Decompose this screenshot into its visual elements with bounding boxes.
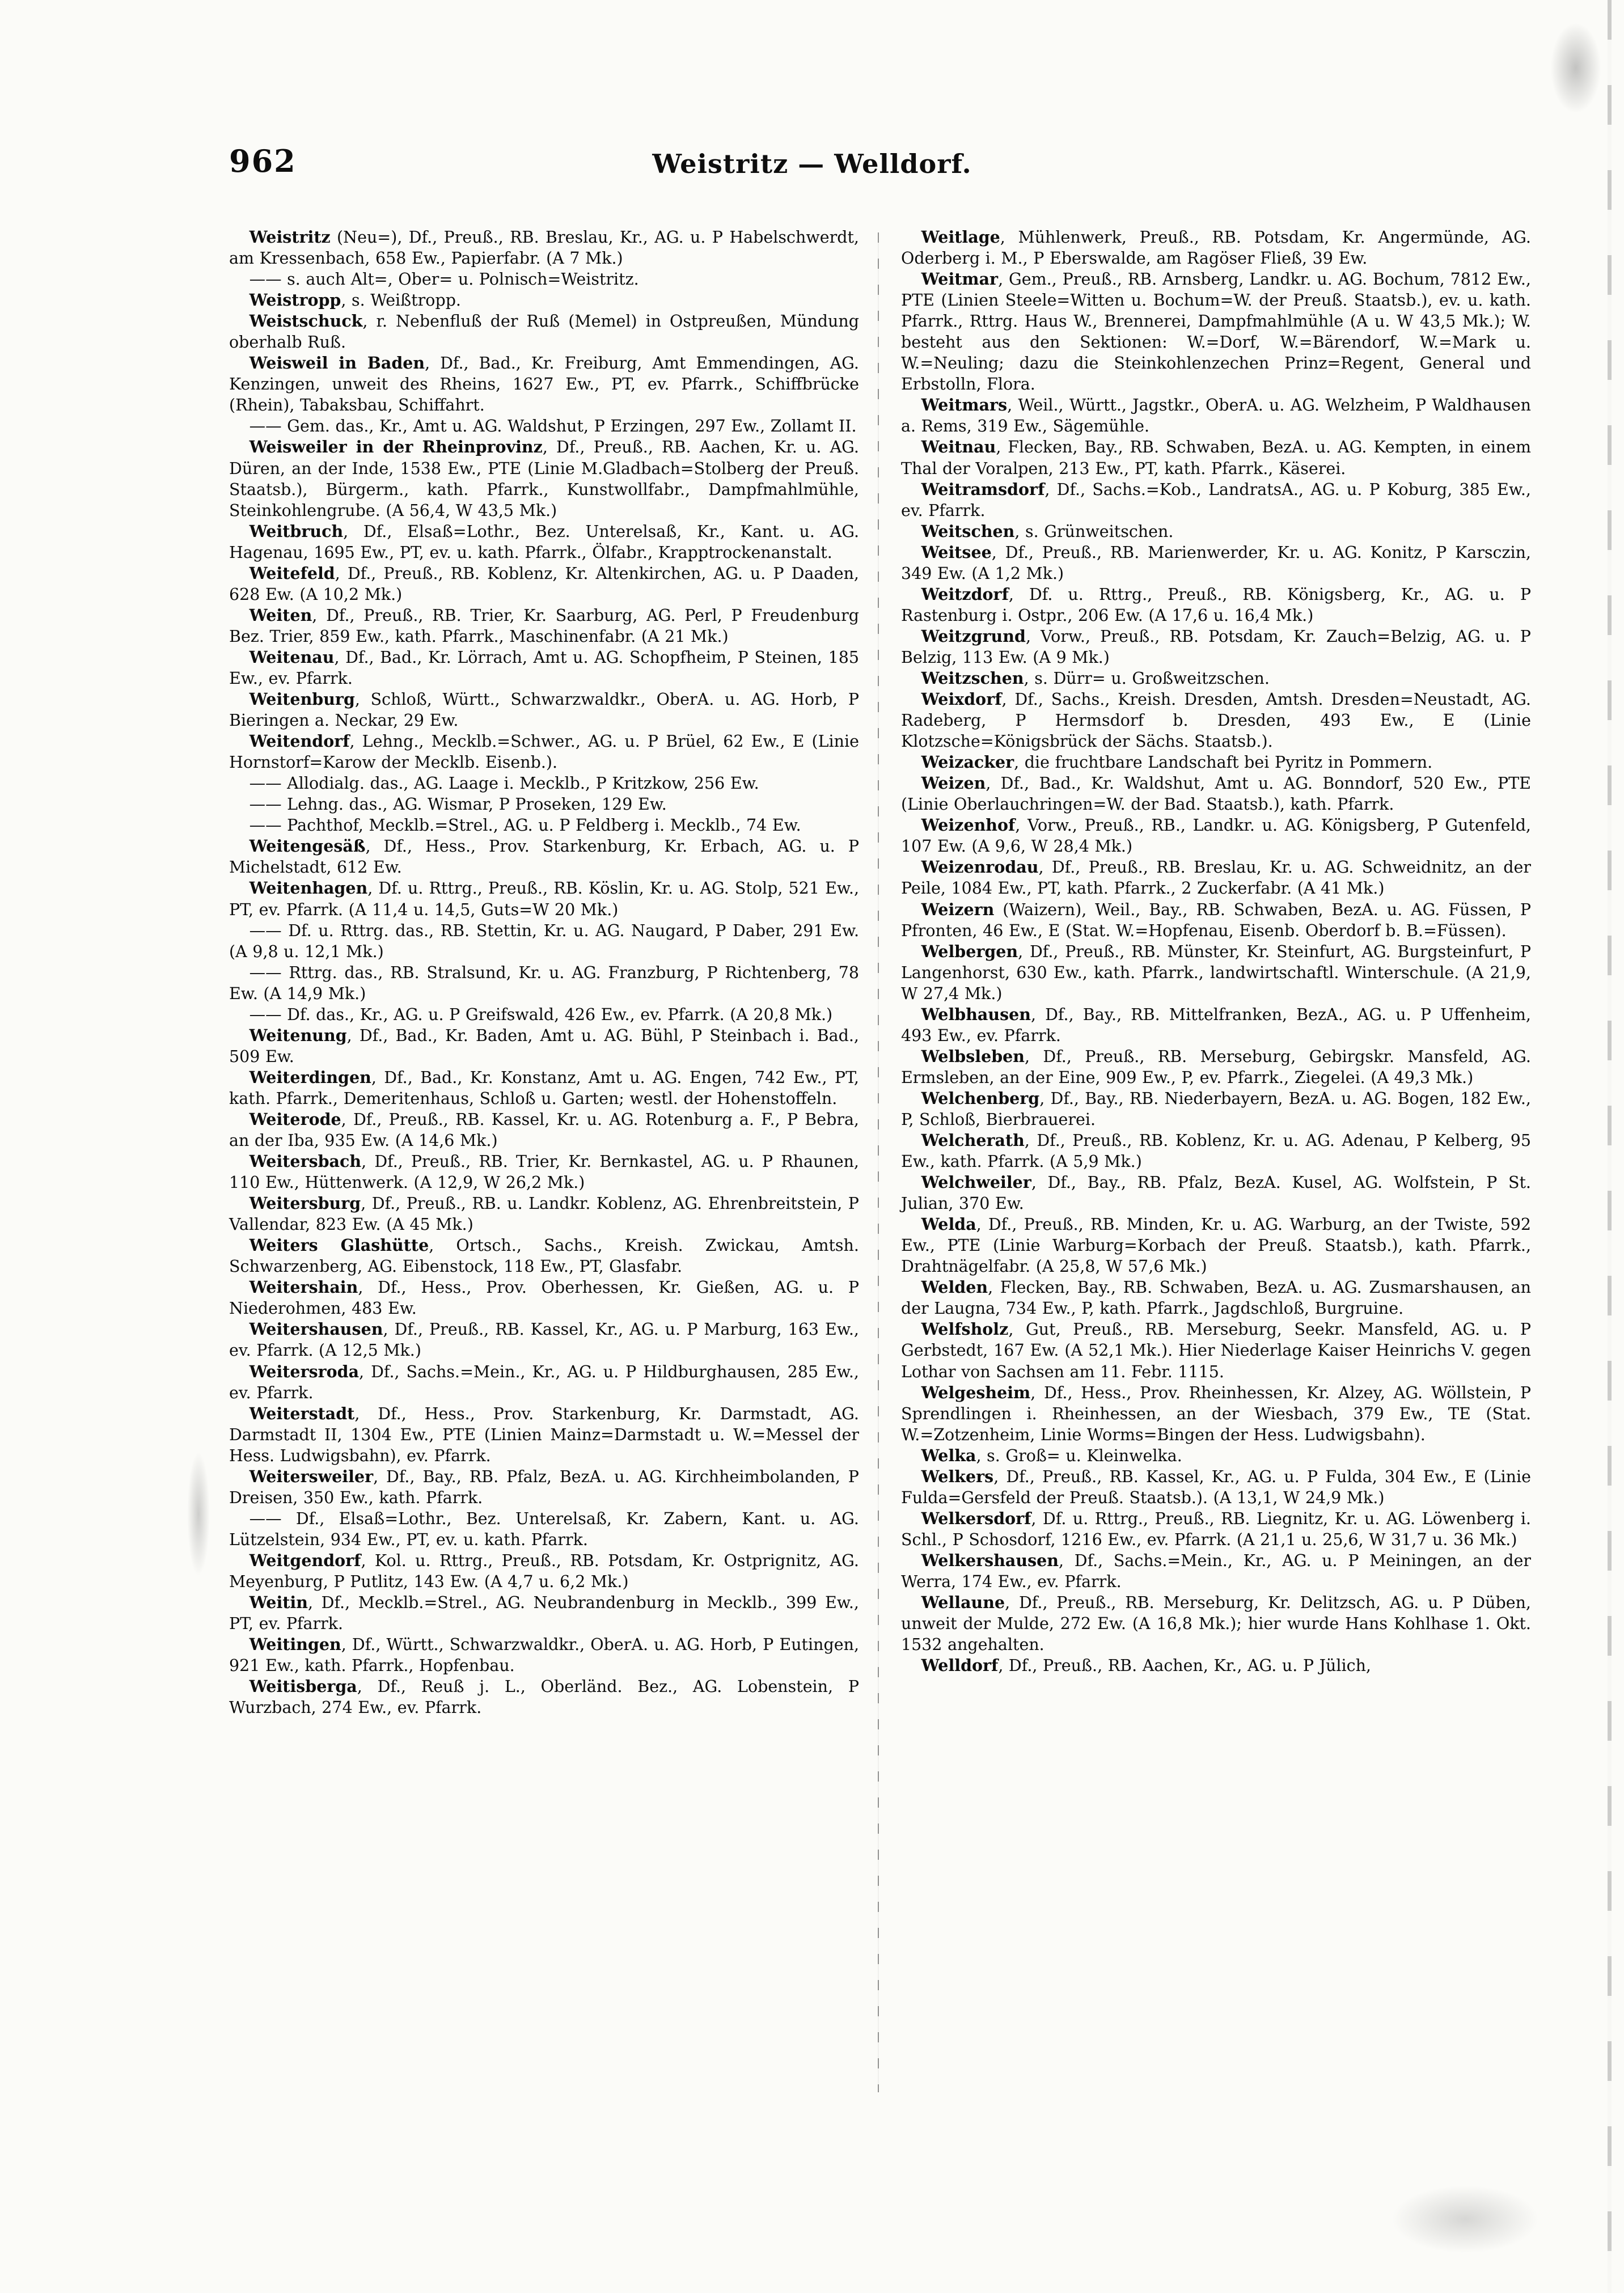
- entry: Weizenrodau, Df., Preuß., RB. Breslau, Kr. u. AG. Schweidnitz, an der Peile, 1084 Ew., PT, kath. Pfarrk., 2 Zuckerfabr. (A 41 Mk.): [901, 857, 1531, 898]
- entry: Weitmars, Weil., Württ., Jagstkr., OberA. u. AG. Welzheim, P Waldhausen a. Rems, 319 Ew., Sägemühle.: [901, 395, 1531, 436]
- entry: —— Gem. das., Kr., Amt u. AG. Waldshut, P Erzingen, 297 Ew., Zollamt II.: [249, 417, 857, 436]
- entry: Welchenberg, Df., Bay., RB. Niederbayern, BezA. u. AG. Bogen, 182 Ew., P, Schloß, Bierbrauerei.: [901, 1088, 1531, 1129]
- entry: Weizern (Waizern), Weil., Bay., RB. Schwaben, BezA. u. AG. Füssen, P Pfronten, 46 Ew., E (Stat. W.=Hopfenau, Eisenb. Oberdorf b. B.=Füssen).: [901, 899, 1531, 940]
- entry-headword: Weitnau: [921, 437, 996, 457]
- entry-headword: Weixdorf: [921, 689, 1002, 709]
- entry: Welgesheim, Df., Hess., Prov. Rheinhessen, Kr. Alzey, AG. Wöllstein, P Sprendlingen i. Rheinhessen, an der Wiesbach, 379 Ew., TE (Stat. W.=Zotzenheim, Linie Worms=Bingen der Hess. Ludwigsbahn).: [901, 1382, 1531, 1444]
- entry-headword: Welchweiler: [921, 1173, 1031, 1192]
- entry-headword: Weitmar: [921, 269, 999, 289]
- entry: Weitenburg, Schloß, Württ., Schwarzwaldkr., OberA. u. AG. Horb, P Bieringen a. Neckar, 29 Ew.: [229, 689, 859, 730]
- entry-headword: Weitenung: [249, 1025, 347, 1045]
- entry: Welda, Df., Preuß., RB. Minden, Kr. u. AG. Warburg, an der Twiste, 592 Ew., PTE (Linie Warburg=Korbach der Preuß. Staatsb.), kath. Pfarrk., Drahtnägelfabr. (A 25,8, W 57,6 Mk.): [901, 1215, 1531, 1276]
- entry: Welbsleben, Df., Preuß., RB. Merseburg, Gebirgskr. Mansfeld, AG. Ermsleben, an der Eine, 909 Ew., P, ev. Pfarrk., Ziegelei. (A 49,3 Mk.): [901, 1046, 1531, 1087]
- entry-headword: Welldorf: [921, 1656, 999, 1676]
- page-number: 962: [229, 143, 297, 179]
- entry-headword: Weitzdorf: [921, 584, 1009, 604]
- scan-smudge: [1550, 23, 1601, 113]
- entry-headword: Weitschen: [921, 521, 1015, 541]
- entry-headword: Weitbruch: [249, 521, 344, 541]
- entry-headword: Weistritz: [249, 227, 331, 247]
- entry: Weitbruch, Df., Elsaß=Lothr., Bez. Unterelsaß, Kr., Kant. u. AG. Hagenau, 1695 Ew., PT, ev. u. kath. Pfarrk., Ölfabr., Krapptrockenanstalt.: [229, 521, 859, 562]
- entry-headword: Weitmars: [921, 395, 1008, 415]
- entry: Weiterdingen, Df., Bad., Kr. Konstanz, Amt u. AG. Engen, 742 Ew., PT, kath. Pfarrk., Demeritenhaus, Schloß u. Garten; westl. der Hohenstoffeln.: [229, 1067, 859, 1108]
- entry: Weitgendorf, Kol. u. Rttrg., Preuß., RB. Potsdam, Kr. Ostprignitz, AG. Meyenburg, P Putlitz, 143 Ew. (A 4,7 u. 6,2 Mk.): [229, 1550, 859, 1591]
- entry-headword: Welbhausen: [921, 1004, 1031, 1024]
- running-head: Weistritz — Welldorf.: [652, 149, 972, 179]
- entry-headword: Wellaune: [921, 1593, 1005, 1613]
- entry-headword: Welkersdorf: [921, 1508, 1031, 1528]
- entry-headword: Weistropp: [249, 290, 341, 310]
- entry-headword: Weiterode: [249, 1109, 341, 1129]
- entry: Welcherath, Df., Preuß., RB. Koblenz, Kr. u. AG. Adenau, P Kelberg, 95 Ew., kath. Pfarrk. (A 5,9 Mk.): [901, 1131, 1531, 1171]
- entry-headword: Weitershausen: [249, 1319, 383, 1339]
- entry-headword: Weitengesäß: [249, 836, 366, 856]
- entry: —— Df., Elsaß=Lothr., Bez. Unterelsaß, Kr. Zabern, Kant. u. AG. Lützelstein, 934 Ew., PT, ev. u. kath. Pfarrk.: [229, 1509, 859, 1549]
- entry: Wellaune, Df., Preuß., RB. Merseburg, Kr. Delitzsch, AG. u. P Düben, unweit der Mulde, 272 Ew. (A 16,8 Mk.); hier wurde Hans Kohlhase 1. Okt. 1532 angehalten.: [901, 1593, 1531, 1655]
- entry: Welden, Flecken, Bay., RB. Schwaben, BezA. u. AG. Zusmarshausen, an der Laugna, 734 Ew., P, kath. Pfarrk., Jagdschloß, Burgruine.: [901, 1277, 1531, 1318]
- entry-headword: Welka: [921, 1445, 976, 1465]
- text-columns: [229, 227, 1531, 1718]
- entry-headword: Weisweiler in der Rheinprovinz: [249, 437, 543, 457]
- entry-headword: Weizenhof: [921, 815, 1016, 835]
- entry: Welkersdorf, Df. u. Rttrg., Preuß., RB. Liegnitz, Kr. u. AG. Löwenberg i. Schl., P Schosdorf, 1216 Ew., ev. Pfarrk. (A 21,1 u. 25,6, W 31,7 u. 36 Mk.): [901, 1508, 1531, 1549]
- entry: Welfsholz, Gut, Preuß., RB. Merseburg, Seekr. Mansfeld, AG. u. P Gerbstedt, 167 Ew. (A 52,1 Mk.). Hier Niederlage Kaiser Heinrichs V. gegen Lothar von Sachsen am 11. Febr. 1115.: [901, 1319, 1531, 1381]
- entry-headword: Welgesheim: [921, 1382, 1031, 1402]
- entry-headword: Weizen: [921, 773, 986, 793]
- entry: Weitsee, Df., Preuß., RB. Marienwerder, Kr. u. AG. Konitz, P Karsczin, 349 Ew. (A 1,2 Mk.): [901, 542, 1531, 583]
- entry: Weistschuck, r. Nebenfluß der Ruß (Memel) in Ostpreußen, Mündung oberhalb Ruß.: [229, 311, 859, 352]
- entry-headword: Weitenhagen: [249, 878, 368, 898]
- entry-headword: Welfsholz: [921, 1319, 1009, 1339]
- entry: Welbergen, Df., Preuß., RB. Münster, Kr. Steinfurt, AG. Burgsteinfurt, P Langenhorst, 630 Ew., kath. Pfarrk., landwirtschaftl. Winterschule. (A 21,9, W 27,4 Mk.): [901, 941, 1531, 1003]
- entry: Weitengesäß, Df., Hess., Prov. Starkenburg, Kr. Erbach, AG. u. P Michelstadt, 612 Ew.: [229, 836, 859, 877]
- scan-smudge: [1392, 2185, 1539, 2253]
- entry: Weitnau, Flecken, Bay., RB. Schwaben, BezA. u. AG. Kempten, in einem Thal der Voralpen, 213 Ew., PT, kath. Pfarrk., Käserei.: [901, 437, 1531, 478]
- entry: Weitzgrund, Vorw., Preuß., RB. Potsdam, Kr. Zauch=Belzig, AG. u. P Belzig, 113 Ew. (A 9 Mk.): [901, 626, 1531, 667]
- entry-headword: Weitersweiler: [249, 1466, 374, 1486]
- entry: Weitenau, Df., Bad., Kr. Lörrach, Amt u. AG. Schopfheim, P Steinen, 185 Ew., ev. Pfarrk.: [229, 647, 859, 688]
- entry: Weitersroda, Df., Sachs.=Mein., Kr., AG. u. P Hildburghausen, 285 Ew., ev. Pfarrk.: [229, 1361, 859, 1402]
- entry: Weitenhagen, Df. u. Rttrg., Preuß., RB. Köslin, Kr. u. AG. Stolp, 521 Ew., PT, ev. Pfarrk. (A 11,4 u. 14,5, Guts=W 20 Mk.): [229, 878, 859, 919]
- entry: Weitendorf, Lehng., Mecklb.=Schwer., AG. u. P Brüel, 62 Ew., E (Linie Hornstorf=Karow der Mecklb. Eisenb.).: [229, 731, 859, 772]
- entry: Weiters Glashütte, Ortsch., Sachs., Kreish. Zwickau, Amtsh. Schwarzenberg, AG. Eibenstock, 118 Ew., PT, Glasfabr.: [229, 1236, 859, 1276]
- entry: Weitlage, Mühlenwerk, Preuß., RB. Potsdam, Kr. Angermünde, AG. Oderberg i. M., P Eberswalde, am Ragöser Fließ, 39 Ew.: [901, 227, 1531, 268]
- entry: Weitersburg, Df., Preuß., RB. u. Landkr. Koblenz, AG. Ehrenbreitstein, P Vallendar, 823 Ew. (A 45 Mk.): [229, 1194, 859, 1234]
- entry-headword: Welda: [921, 1215, 976, 1234]
- entry-headword: Weitendorf: [249, 731, 350, 751]
- entry-headword: Weistschuck: [249, 311, 363, 331]
- entry-headword: Weitersroda: [249, 1361, 360, 1381]
- entry: Weitzdorf, Df. u. Rttrg., Preuß., RB. Königsberg, Kr., AG. u. P Rastenburg i. Ostpr., 206 Ew. (A 17,6 u. 16,4 Mk.): [901, 584, 1531, 625]
- entry-headword: Welcherath: [921, 1131, 1025, 1150]
- entry: Welkers, Df., Preuß., RB. Kassel, Kr., AG. u. P Fulda, 304 Ew., E (Linie Fulda=Gersfeld der Preuß. Staatsb.). (A 13,1, W 24,9 Mk.): [901, 1466, 1531, 1507]
- entry: Welkershausen, Df., Sachs.=Mein., Kr., AG. u. P Meiningen, an der Werra, 174 Ew., ev. Pfarrk.: [901, 1550, 1531, 1591]
- entry: Weisweiler in der Rheinprovinz, Df., Preuß., RB. Aachen, Kr. u. AG. Düren, an der Inde, 1538 Ew., PTE (Linie M.Gladbach=Stolberg der Preuß. Staatsb.), Bürgerm., kath. Pfarrk., Kunstwollfabr., Dampfmahlmühle, Steinkohlengrube. (A 56,4, W 43,5 Mk.): [229, 437, 859, 520]
- entry: Weitingen, Df., Württ., Schwarzwaldkr., OberA. u. AG. Horb, P Eutingen, 921 Ew., kath. Pfarrk., Hopfenbau.: [229, 1635, 859, 1676]
- entry: Weitisberga, Df., Reuß j. L., Oberländ. Bez., AG. Lobenstein, P Wurzbach, 274 Ew., ev. Pfarrk.: [229, 1677, 859, 1717]
- entry-headword: Weitingen: [249, 1635, 341, 1655]
- entry: Weiterode, Df., Preuß., RB. Kassel, Kr. u. AG. Rotenburg a. F., P Bebra, an der Iba, 935 Ew. (A 14,6 Mk.): [229, 1109, 859, 1150]
- entry-headword: Weizacker: [921, 752, 1014, 772]
- entry-headword: Weisweil in Baden: [249, 353, 425, 373]
- entry: Weiterstadt, Df., Hess., Prov. Starkenburg, Kr. Darmstadt, AG. Darmstadt II, 1304 Ew., PTE (Linien Mainz=Darmstadt u. W.=Messel der Hess. Ludwigsbahn), ev. Pfarrk.: [229, 1403, 859, 1465]
- scan-edge-artifact: [1608, 0, 1612, 2293]
- entry: Weitenung, Df., Bad., Kr. Baden, Amt u. AG. Bühl, P Steinbach i. Bad., 509 Ew.: [229, 1025, 859, 1066]
- entry: —— Lehng. das., AG. Wismar, P Proseken, 129 Ew.: [249, 795, 667, 814]
- entry-headword: Weizern: [921, 899, 995, 919]
- entry-headword: Weizenrodau: [921, 857, 1039, 877]
- entry: Weizenhof, Vorw., Preuß., RB., Landkr. u. AG. Königsberg, P Gutenfeld, 107 Ew. (A 9,6, W 28,4 Mk.): [901, 815, 1531, 856]
- entry-headword: Welkershausen: [921, 1550, 1059, 1570]
- entry: Weitschen, s. Grünweitschen.: [921, 521, 1174, 541]
- entry-headword: Welbergen: [921, 941, 1018, 961]
- entry: Weitersbach, Df., Preuß., RB. Trier, Kr. Bernkastel, AG. u. P Rhaunen, 110 Ew., Hüttenwerk. (A 12,9, W 26,2 Mk.): [229, 1152, 859, 1192]
- entry: Welbhausen, Df., Bay., RB. Mittelfranken, BezA., AG. u. P Uffenheim, 493 Ew., ev. Pfarrk.: [901, 1004, 1531, 1045]
- entry: Weistritz (Neu=), Df., Preuß., RB. Breslau, Kr., AG. u. P Habelschwerdt, am Kressenbach, 658 Ew., Papierfabr. (A 7 Mk.): [229, 227, 859, 268]
- entry: Weitramsdorf, Df., Sachs.=Kob., LandratsA., AG. u. P Koburg, 385 Ew., ev. Pfarrk.: [901, 479, 1531, 520]
- entry-headword: Weitershain: [249, 1277, 358, 1297]
- entry: —— s. auch Alt=, Ober= u. Polnisch=Weistritz.: [249, 270, 639, 289]
- entry-headword: Weitzgrund: [921, 626, 1026, 646]
- entry: Weixdorf, Df., Sachs., Kreish. Dresden, Amtsh. Dresden=Neustadt, AG. Radeberg, P Hermsdorf b. Dresden, 493 Ew., E (Linie Klotzsche=Königsbrück der Sächs. Staatsb.).: [901, 689, 1531, 751]
- entry: Weistropp, s. Weißtropp.: [249, 290, 461, 310]
- entry: Weizen, Df., Bad., Kr. Waldshut, Amt u. AG. Bonndorf, 520 Ew., PTE (Linie Oberlauchringen=W. der Bad. Staatsb.), kath. Pfarrk.: [901, 773, 1531, 814]
- entry: Weiten, Df., Preuß., RB. Trier, Kr. Saarburg, AG. Perl, P Freudenburg Bez. Trier, 859 Ew., kath. Pfarrk., Maschinenfabr. (A 21 Mk.): [229, 605, 859, 646]
- entry: —— Allodialg. das., AG. Laage i. Mecklb., P Kritzkow, 256 Ew.: [249, 774, 759, 793]
- entry-headword: Weitin: [249, 1593, 308, 1613]
- entry: —— Rttrg. das., RB. Stralsund, Kr. u. AG. Franzburg, P Richtenberg, 78 Ew. (A 14,9 Mk.): [229, 963, 859, 1003]
- right-column: [901, 227, 1531, 1718]
- entry-headword: Weitisberga: [249, 1677, 357, 1697]
- entry-headword: Welbsleben: [921, 1046, 1025, 1066]
- entry-headword: Welchenberg: [921, 1088, 1040, 1108]
- entry-headword: Weitersburg: [249, 1194, 361, 1213]
- entry: Weitersweiler, Df., Bay., RB. Pfalz, BezA. u. AG. Kirchheimbolanden, P Dreisen, 350 Ew., kath. Pfarrk.: [229, 1466, 859, 1507]
- entry: Weisweil in Baden, Df., Bad., Kr. Freiburg, Amt Emmendingen, AG. Kenzingen, unweit des Rheins, 1627 Ew., PT, ev. Pfarrk., Schiffbrücke (Rhein), Tabaksbau, Schiffahrt.: [229, 353, 859, 415]
- entry-headword: Weiters Glashütte: [249, 1236, 429, 1255]
- entry-headword: Weitenburg: [249, 689, 355, 709]
- entry-headword: Weitenau: [249, 647, 335, 667]
- entry: Weitin, Df., Mecklb.=Strel., AG. Neubrandenburg in Mecklb., 399 Ew., PT, ev. Pfarrk.: [229, 1593, 859, 1634]
- entry-headword: Weitsee: [921, 542, 992, 562]
- entry-headword: Weitefeld: [249, 563, 335, 583]
- entry-headword: Weitersbach: [249, 1152, 362, 1171]
- entry-headword: Weitramsdorf: [921, 479, 1045, 499]
- entry: Welchweiler, Df., Bay., RB. Pfalz, BezA. Kusel, AG. Wolfstein, P St. Julian, 370 Ew.: [901, 1173, 1531, 1213]
- column-divider-rule: [878, 232, 879, 2092]
- entry: —— Df. u. Rttrg. das., RB. Stettin, Kr. u. AG. Naugard, P Daber, 291 Ew. (A 9,8 u. 12,1 Mk.): [229, 921, 859, 961]
- entry: Welldorf, Df., Preuß., RB. Aachen, Kr., AG. u. P Jülich,: [921, 1656, 1371, 1676]
- entry-headword: Welkers: [921, 1466, 994, 1486]
- entry: —— Pachthof, Mecklb.=Strel., AG. u. P Feldberg i. Mecklb., 74 Ew.: [249, 816, 801, 835]
- entry: Weitershain, Df., Hess., Prov. Oberhessen, Kr. Gießen, AG. u. P Niederohmen, 483 Ew.: [229, 1277, 859, 1318]
- entry: Weitefeld, Df., Preuß., RB. Koblenz, Kr. Altenkirchen, AG. u. P Daaden, 628 Ew. (A 10,2 Mk.): [229, 563, 859, 604]
- entry: Weitmar, Gem., Preuß., RB. Arnsberg, Landkr. u. AG. Bochum, 7812 Ew., PTE (Linien Steele=Witten u. Bochum=W. der Preuß. Staatsb.), ev. u. kath. Pfarrk., Rttrg. Haus W., Brennerei, Dampfmahlmühle (A u. W 43,5 Mk.); W. besteht aus den Sektionen: W.=Dorf, W.=Bärendorf, W.=Mark u. W.=Neuling; dazu die Steinkohlenzechen Prinz=Regent, General und Erbstolln, Flora.: [901, 269, 1531, 394]
- entry-headword: Weitzschen: [921, 668, 1024, 688]
- entry: Welka, s. Groß= u. Kleinwelka.: [921, 1445, 1182, 1465]
- left-column: [229, 227, 859, 1718]
- entry: —— Df. das., Kr., AG. u. P Greifswald, 426 Ew., ev. Pfarrk. (A 20,8 Mk.): [249, 1005, 833, 1024]
- entry-headword: Welden: [921, 1277, 988, 1297]
- entry-headword: Weiterdingen: [249, 1067, 371, 1087]
- entry-headword: Weitgendorf: [249, 1550, 361, 1570]
- entry-headword: Weiterstadt: [249, 1403, 355, 1423]
- entry: Weitzschen, s. Dürr= u. Großweitzschen.: [921, 668, 1270, 688]
- entry-headword: Weiten: [249, 605, 312, 625]
- scan-smudge: [187, 1452, 210, 1576]
- entry: Weitershausen, Df., Preuß., RB. Kassel, Kr., AG. u. P Marburg, 163 Ew., ev. Pfarrk. (A 12,5 Mk.): [229, 1319, 859, 1360]
- entry: Weizacker, die fruchtbare Landschaft bei Pyritz in Pommern.: [921, 752, 1433, 772]
- entry-headword: Weitlage: [921, 227, 1000, 247]
